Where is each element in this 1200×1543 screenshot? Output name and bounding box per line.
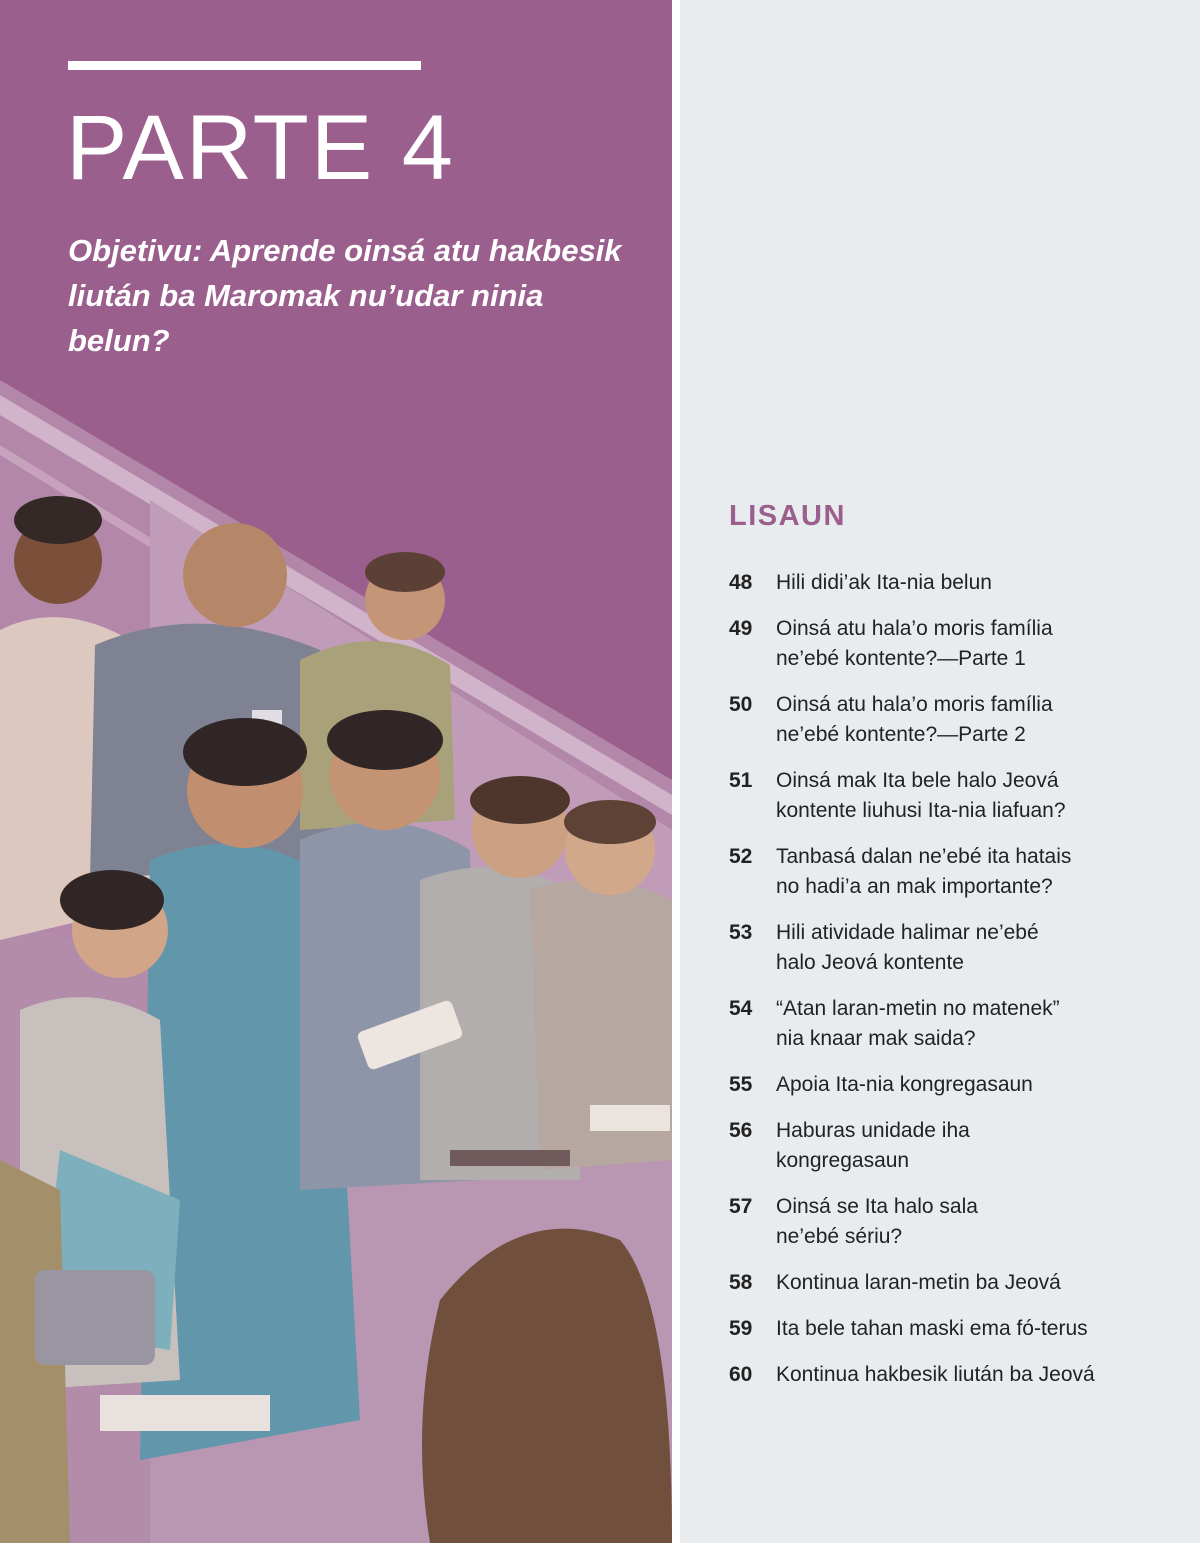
lesson-title: Apoia Ita-nia kongregasaun <box>776 1073 1033 1096</box>
lesson-item <box>729 842 1169 902</box>
congregation-illustration <box>0 380 672 1543</box>
lesson-item <box>729 766 1169 826</box>
lesson-item <box>729 1070 1169 1100</box>
lesson-number: 49 <box>729 617 753 640</box>
lesson-item <box>729 568 1169 598</box>
lesson-number: 54 <box>729 997 753 1020</box>
lesson-title: Tanbasá dalan ne’ebé ita hatais no hadi’a an mak importante? <box>776 845 1072 898</box>
lesson-number: 52 <box>729 845 753 868</box>
title-rule <box>68 61 421 70</box>
lesson-item <box>729 1314 1169 1344</box>
lesson-item <box>729 1360 1169 1390</box>
lesson-title: Oinsá se Ita halo sala ne’ebé sériu? <box>776 1195 978 1248</box>
lesson-item <box>729 1268 1169 1298</box>
lesson-title: Kontinua hakbesik liután ba Jeová <box>776 1363 1095 1386</box>
lesson-title: “Atan laran-metin no matenek” nia knaar mak saida? <box>776 997 1060 1050</box>
lesson-title: Oinsá mak Ita bele halo Jeová kontente liuhusi Ita-nia liafuan? <box>776 769 1066 822</box>
lesson-title: Ita bele tahan maski ema fó-terus <box>776 1317 1088 1340</box>
lesson-list <box>729 568 1169 1406</box>
part-title: PARTE 4 <box>66 97 455 199</box>
lesson-item <box>729 614 1169 674</box>
lesson-item <box>729 994 1169 1054</box>
lesson-number: 60 <box>729 1363 753 1386</box>
lesson-item <box>729 1116 1169 1176</box>
lesson-number: 53 <box>729 921 753 944</box>
lesson-number: 50 <box>729 693 753 716</box>
lesson-number: 58 <box>729 1271 753 1294</box>
lesson-number: 48 <box>729 571 753 594</box>
lesson-title: Hili didi’ak Ita-nia belun <box>776 571 992 594</box>
lesson-title: Haburas unidade iha kongregasaun <box>776 1119 970 1172</box>
lesson-title: Hili atividade halimar ne’ebé halo Jeová kontente <box>776 921 1039 974</box>
lesson-number: 59 <box>729 1317 753 1340</box>
lesson-item <box>729 918 1169 978</box>
lessons-heading: LISAUN <box>729 500 846 532</box>
lesson-title: Oinsá atu hala’o moris família ne’ebé kontente?—Parte 1 <box>776 617 1053 670</box>
lesson-title: Kontinua laran-metin ba Jeová <box>776 1271 1061 1294</box>
column-divider <box>672 0 680 1543</box>
part-objective: Objetivu: Aprende oinsá atu hakbesik liután ba Maromak nu’udar ninia belun? <box>68 233 622 358</box>
lesson-number: 56 <box>729 1119 753 1142</box>
lesson-item <box>729 690 1169 750</box>
lesson-item <box>729 1192 1169 1252</box>
lesson-number: 51 <box>729 769 753 792</box>
lesson-number: 57 <box>729 1195 753 1218</box>
lesson-number: 55 <box>729 1073 753 1096</box>
lesson-title: Oinsá atu hala’o moris família ne’ebé kontente?—Parte 2 <box>776 693 1053 746</box>
